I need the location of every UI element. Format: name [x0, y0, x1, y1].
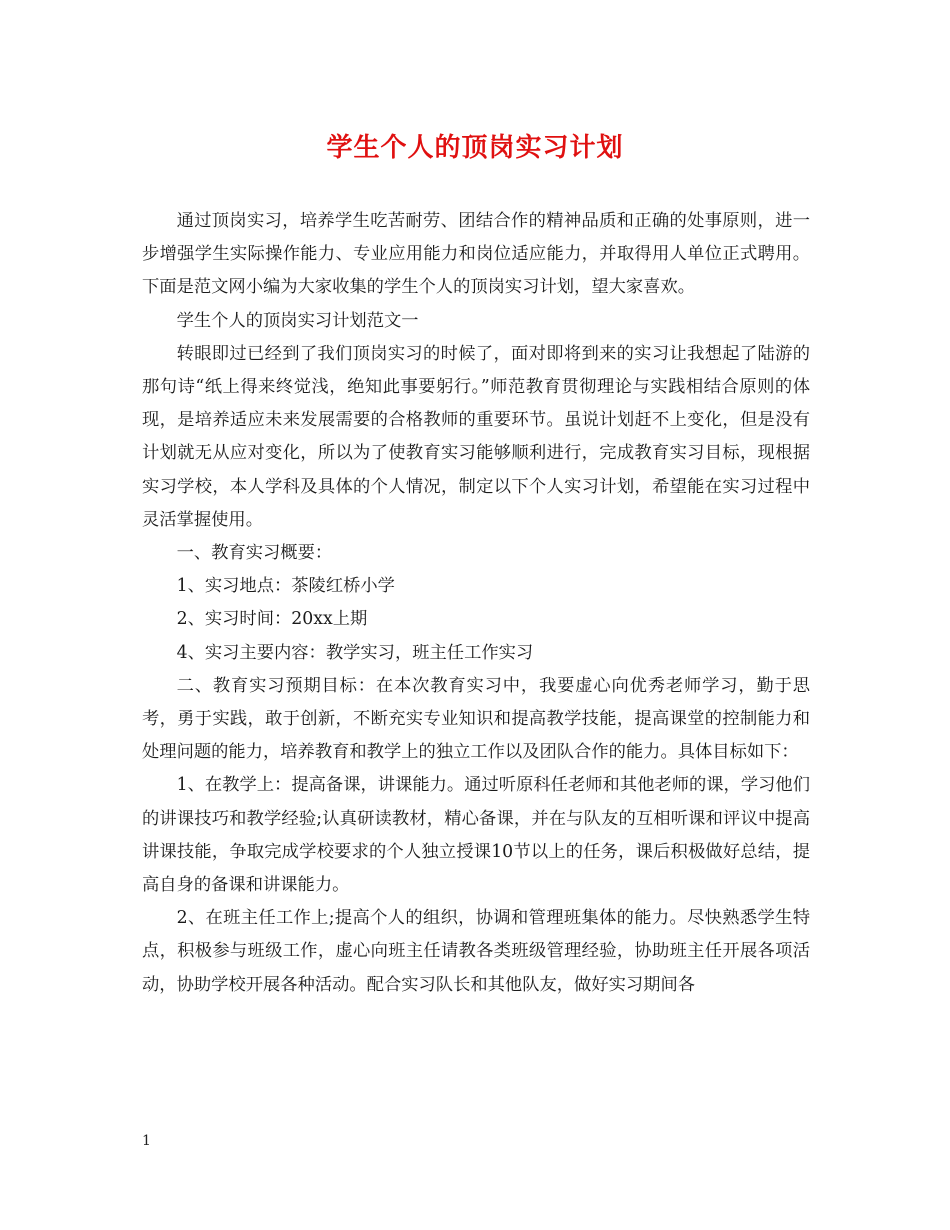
paragraph: 2、实习时间：20xx上期	[176, 609, 368, 630]
paragraph: 学生个人的顶岗实习计划范文一	[176, 310, 419, 331]
paragraph: 2、在班主任工作上;提高个人的组织，协调和管理班集体的能力。尽快熟悉学生特点，积极参与班级工作，虚心向班主任请教各类班级管理经验，协助班主任开展各项活动，协助学校开展各种活动。配合实习队长和其他队友，做好实习期间各	[142, 908, 810, 995]
paragraph: 1、实习地点：茶陵红桥小学	[176, 576, 395, 597]
paragraph: 4、实习主要内容：教学实习，班主任工作实习	[176, 642, 534, 663]
document-title: 学生个人的顶岗实习计划	[326, 133, 624, 163]
page-number: 1	[142, 1133, 151, 1149]
paragraph: 转眼即过已经到了我们顶岗实习的时候了，面对即将到来的实习让我想起了陆游的那句诗“纸上得来终觉浅，绝知此事要躬行。”师范教育贯彻理论与实践相结合原则的体现，是培养适应未来发展需要的合格教师的重要环节。虽说计划赶不上变化，但是没有计划就无从应对变化，所以为了使教育实习能够顺利进行，完成教育实习目标，现根据实习学校，本人学科及具体的个人情况，制定以下个人实习计划，希望能在实习过程中灵活掌握使用。	[142, 343, 810, 530]
paragraph: 通过顶岗实习，培养学生吃苦耐劳、团结合作的精神品质和正确的处事原则，进一步增强学生实际操作能力、专业应用能力和岗位适应能力，并取得用人单位正式聘用。下面是范文网小编为大家收集的学生个人的顶岗实习计划，望大家喜欢。	[142, 211, 810, 298]
paragraph: 1、在教学上：提高备课，讲课能力。通过听原科任老师和其他老师的课，学习他们的讲课技巧和教学经验;认真研读教材，精心备课，并在与队友的互相听课和评议中提高讲课技能，争取完成学校要求的个人独立授课10节以上的任务，课后积极做好总结，提高自身的备课和讲课能力。	[142, 775, 810, 896]
document-body	[142, 205, 810, 1002]
paragraph: 二、教育实习预期目标：在本次教育实习中，我要虚心向优秀老师学习，勤于思考，勇于实践，敢于创新，不断充实专业知识和提高教学技能，提高课堂的控制能力和处理问题的能力，培养教育和教学上的独立工作以及团队合作的能力。具体目标如下：	[142, 675, 810, 763]
paragraph: 一、教育实习概要：	[176, 543, 333, 564]
